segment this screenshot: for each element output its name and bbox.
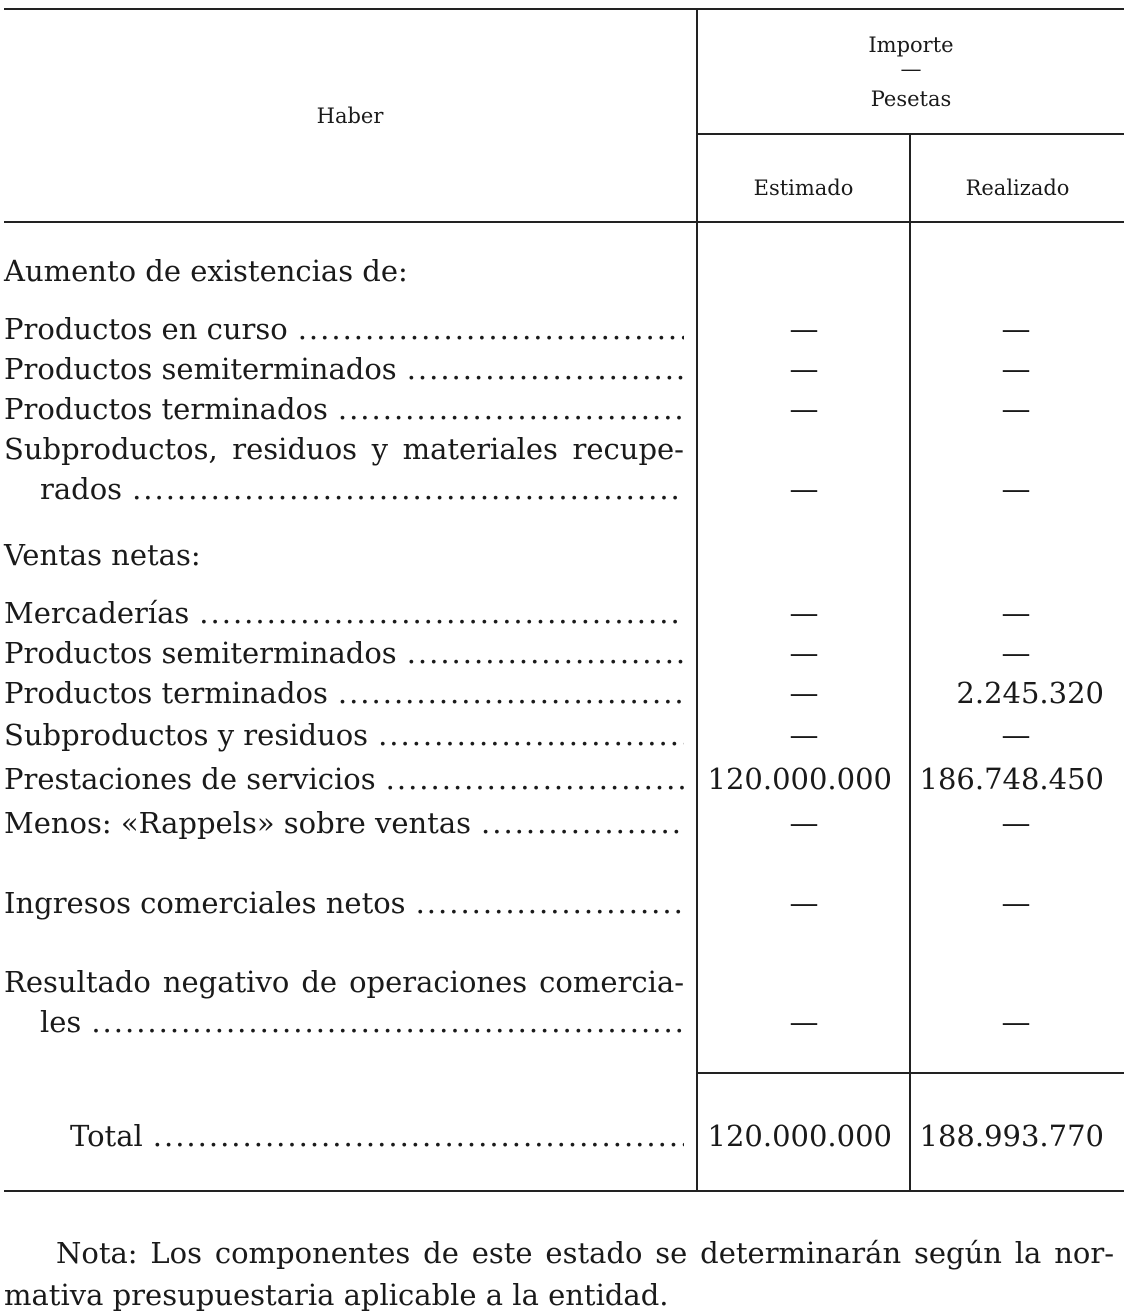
table-row: [4, 309, 1124, 349]
total-realizado-value: 188.993.770: [919, 1119, 1104, 1153]
estimado-value: —: [789, 806, 819, 840]
table-bottom-rule: [4, 1190, 1124, 1192]
realizado-value: 186.748.450: [919, 762, 1104, 796]
leader-dots: [386, 759, 684, 799]
leader-dots: [338, 389, 684, 429]
header-haber: Haber: [316, 104, 384, 128]
row-label: Prestaciones de servicios: [4, 762, 376, 796]
row-label: rados: [40, 472, 123, 506]
haber-table: [4, 8, 1124, 1192]
realizado-value: —: [1001, 392, 1031, 426]
estimado-value: —: [789, 636, 819, 670]
leader-dots: [298, 309, 684, 349]
table-row: [4, 349, 1124, 389]
row-label-line1: Resultado negativo de operaciones comercia-: [4, 965, 684, 999]
realizado-value: —: [1001, 1005, 1031, 1039]
row-label: Mercaderías: [4, 596, 190, 630]
estimado-value: —: [789, 718, 819, 752]
table-row: [4, 469, 1124, 509]
realizado-value: —: [1001, 636, 1031, 670]
table-row: [4, 673, 1124, 713]
realizado-value: —: [1001, 472, 1031, 506]
header-importe-dash: —: [900, 57, 922, 81]
footnote: [4, 1232, 1114, 1316]
row-label: Productos terminados: [4, 676, 328, 710]
leader-dots: [378, 715, 684, 755]
row-label: Menos: «Rappels» sobre ventas: [4, 806, 472, 840]
row-label: Ingresos comerciales netos: [4, 886, 406, 920]
row-label: Productos semiterminados: [4, 352, 397, 386]
leader-dots: [481, 803, 684, 843]
estimado-value: —: [789, 596, 819, 630]
realizado-value: 2.245.320: [956, 676, 1104, 710]
estimado-value: —: [789, 312, 819, 346]
total-row: [4, 1116, 1124, 1156]
realizado-value: —: [1001, 352, 1031, 386]
leader-dots: [338, 673, 684, 713]
estimado-value: —: [789, 352, 819, 386]
leader-dots: [132, 469, 684, 509]
estimado-value: 120.000.000: [707, 762, 892, 796]
header-importe: Importe: [868, 33, 954, 57]
table-row: [4, 633, 1124, 673]
total-label: Total: [70, 1119, 143, 1153]
footnote-line1: Nota: Los componentes de este estado se determinarán según la nor-: [56, 1236, 1114, 1270]
total-estimado-value: 120.000.000: [707, 1119, 892, 1153]
section-aumento-label: Aumento de existencias de:: [4, 254, 408, 288]
header-bottom-rule: [4, 221, 1124, 223]
leader-dots: [407, 633, 684, 673]
header-estimado: Estimado: [753, 176, 854, 200]
header-pesetas: Pesetas: [870, 87, 952, 111]
section-ventas-label: Ventas netas:: [4, 538, 201, 572]
row-label: Subproductos y residuos: [4, 718, 369, 752]
header-realizado: Realizado: [965, 176, 1070, 200]
table-row: [4, 803, 1124, 843]
realizado-value: —: [1001, 806, 1031, 840]
realizado-value: —: [1001, 596, 1031, 630]
estimado-value: —: [789, 392, 819, 426]
table-top-rule: [4, 8, 1124, 10]
row-label: Productos semiterminados: [4, 636, 397, 670]
table-row: [4, 759, 1124, 799]
leader-dots: [91, 1002, 684, 1042]
realizado-value: —: [1001, 718, 1031, 752]
realizado-value: —: [1001, 886, 1031, 920]
estimado-value: —: [789, 1005, 819, 1039]
footnote-line2: mativa presupuestaria aplicable a la entidad.: [4, 1278, 669, 1312]
table-row: [4, 1002, 1124, 1042]
estimado-value: —: [789, 886, 819, 920]
table-row: [4, 883, 1124, 923]
leader-dots: [153, 1116, 684, 1156]
leader-dots: [199, 593, 684, 633]
table-row: [4, 389, 1124, 429]
row-label: les: [40, 1005, 82, 1039]
section-heading-ventas: [4, 535, 1124, 575]
leader-dots: [416, 883, 684, 923]
realizado-value: —: [1001, 312, 1031, 346]
estimado-value: —: [789, 472, 819, 506]
table-row: [4, 715, 1124, 755]
leader-dots: [407, 349, 684, 389]
row-label: Productos terminados: [4, 392, 328, 426]
section-heading-aumento: [4, 251, 1124, 291]
table-row: [4, 593, 1124, 633]
row-label-line1: Subproductos, residuos y materiales recupe-: [4, 432, 684, 466]
estimado-value: —: [789, 676, 819, 710]
row-label: Productos en curso: [4, 312, 288, 346]
